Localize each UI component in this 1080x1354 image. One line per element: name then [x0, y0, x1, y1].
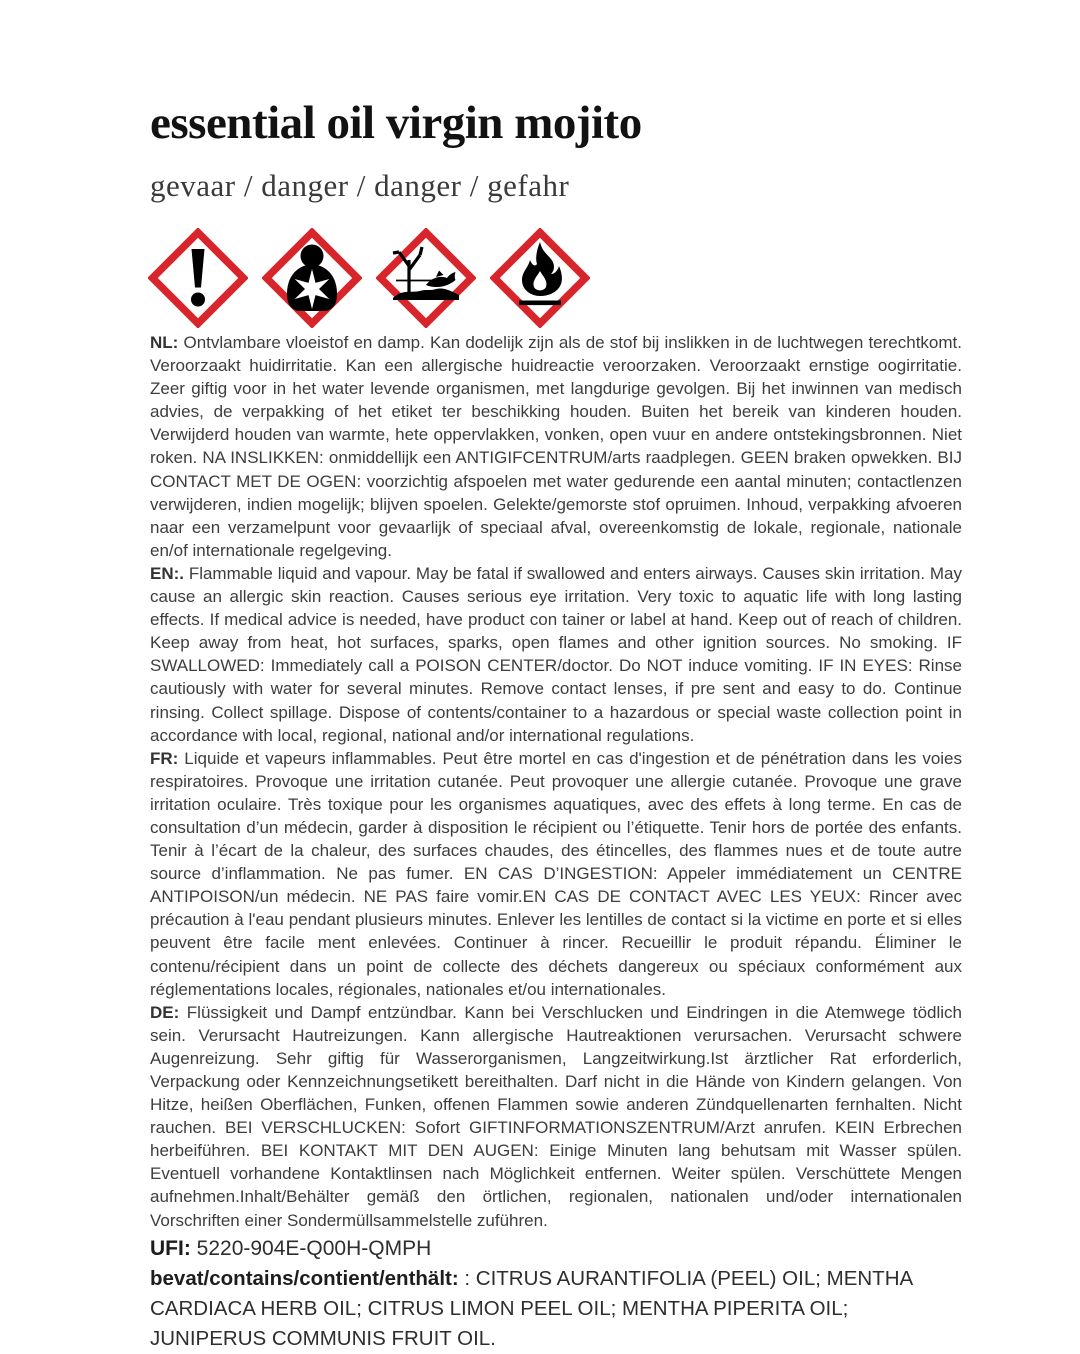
ufi-label: UFI: — [150, 1237, 191, 1260]
ufi-line — [150, 1236, 964, 1262]
statement-text-de: Flüssigkeit und Dampf entzündbar. Kann bei Verschlucken und Eindringen in die Atemwege tödlich sein. Verursacht Hautreizungen. Kann allergische Hautreaktionen verursachen. Verursacht schwere Augenreizung. Sehr giftig für Wasserorganismen, Langzeitwirkung.Ist ärztlicher Rat erforderlich, Verpackung oder Kennzeichnungsetikett bereithalten. Darf nicht in die Hände von Kindern gelangen. Von Hitze, heißen Oberflächen, Funken, offenen Flammen sowie anderen Zündquellenarten fernhalten. Nicht rauchen. BEI VERSCHLUCKEN: Sofort GIFTINFORMATIONSZENTRUM/Arzt anrufen. KEIN Erbrechen herbeiführen. BEI KONTAKT MIT DEN AUGEN: Einige Minuten lang behutsam mit Wasser spülen. Eventuell vorhandene Kontaktlinsen nach Möglichkeit entfernen. Weiter spülen. Verschüttete Mengen aufnehmen.Inhalt/Behälter gemäß den örtlichen, regionalen, nationalen und/oder internationalen Vorschriften einer Sondermüllsammelstelle zuführen. — [150, 1002, 962, 1230]
ghs08-health-hazard-icon — [262, 228, 362, 328]
ghs02-flame-icon — [490, 228, 590, 328]
ghs09-environmental-hazard-icon — [376, 228, 476, 328]
ingredients-label: bevat/contains/contient/enthält: — [150, 1267, 459, 1290]
ghs07-exclamation-icon — [148, 228, 248, 328]
lang-label-fr: FR: — [150, 748, 179, 768]
statement-text-en: Flammable liquid and vapour. May be fatal if swallowed and enters airways. Causes skin irritation. May cause an allergic skin reaction. Causes serious eye irritation. Very toxic to aquatic life with long lasting effects. If medical advice is needed, have product con tainer or label at hand. Keep out of reach of children. Keep away from heat, hot surfaces, sparks, open flames and other ignition sources. No smoking. IF SWALLOWED: Immediately call a POISON CENTER/doctor. Do NOT induce vomiting. IF IN EYES: Rinse cautiously with water for several minutes. Remove contact lenses, if pre sent and easy to do. Continue rinsing. Collect spillage. Dispose of contents/container to a hazardous or special waste collection point in accordance with local, regional, national and/or international regulations. — [150, 563, 962, 745]
hazard-statements — [150, 331, 962, 1232]
statement-text-fr: Liquide et vapeurs inflammables. Peut être mortel en cas d'ingestion et de pénétration dans les voies respiratoires. Provoque une irritation cutanée. Peut provoquer une allergie cutanée. Provoque une grave irritation oculaire. Très toxique pour les organismes aquatiques, avec des effets à long terme. En cas de consultation d’un médecin, garder à disposition le récipient ou l’étiquette. Tenir hors de portée des enfants. Tenir à l’écart de la chaleur, des surfaces chaudes, des étincelles, des flammes nues et de toute autre source d’inflammation. Ne pas fumer. EN CAS D’INGESTION: Appeler immédiatement un CENTRE ANTIPOISON/un médecin. NE PAS faire vomir.EN CAS DE CONTACT AVEC LES YEUX: Rincer avec précaution à l'eau pendant plusieurs minutes. Enlever les lentilles de contact si la victime en porte et si elles peuvent être facile ment enlevées. Continuer à rincer. Recueillir le produit répandu. Éliminer le contenu/récipient dans un point de collecte des déchets dangereux ou spéciaux conformément aux réglementations locales, régionales, nationales et/ou internationales. — [150, 748, 963, 999]
hazard-statement-de — [150, 1001, 962, 1232]
hazard-statement-nl — [150, 331, 962, 562]
statement-text-nl: Ontvlambare vloeistof en damp. Kan dodelijk zijn als de stof bij inslikken in de luchtwegen terechtkomt. Veroorzaakt huidirritatie. Kan een allergische huidreactie veroorzaken. Veroorzaakt ernstige oogirritatie. Zeer giftig voor in het water levende organismen, met langdurige gevolgen. Bij het inwinnen van medisch advies, de verpakking of het etiket ter beschikking houden. Buiten het bereik van kinderen houden. Verwijderd houden van warmte, hete oppervlakken, vonken, open vuur en andere ontstekingsbronnen. Niet roken. NA INSLIKKEN: onmiddellijk een ANTIGIFCENTRUM/arts raadplegen. GEEN braken opwekken. BIJ CONTACT MET DE OGEN: voorzichtig afspoelen met water gedurende een aantal minuten; contactlenzen verwijderen, indien mogelijk; blijven spoelen. Gelekte/gemorste stof opruimen. Inhoud, verpakking afvoeren naar een verzamelpunt voor gevaarlijk of speciaal afval, overeenkomstig de lokale, regionale, nationale en/of internationale regelgeving. — [150, 333, 962, 560]
diamond-border — [381, 233, 472, 324]
ingredients-line — [150, 1264, 964, 1354]
identification-block — [150, 1236, 964, 1354]
hazard-statement-fr — [150, 747, 962, 1001]
hazard-pictograms-row — [148, 228, 590, 328]
ufi-value: 5220-904E-Q00H-QMPH — [196, 1237, 432, 1260]
lang-label-de: DE: — [150, 1002, 180, 1022]
ingredients-value: : CITRUS AURANTIFOLIA (PEEL) OIL; MENTHA CARDIACA HERB OIL; CITRUS LIMON PEEL OIL; MENTHA PIPERITA OIL; JUNIPERUS COMMUNIS FRUIT OIL. — [150, 1267, 913, 1350]
page-title: essential oil virgin mojito — [150, 97, 642, 149]
hazard-statement-en — [150, 562, 962, 747]
lang-label-en: EN:. — [150, 563, 184, 583]
lang-label-nl: NL: — [150, 333, 179, 352]
signal-words: gevaar / danger / danger / gefahr — [150, 168, 570, 203]
